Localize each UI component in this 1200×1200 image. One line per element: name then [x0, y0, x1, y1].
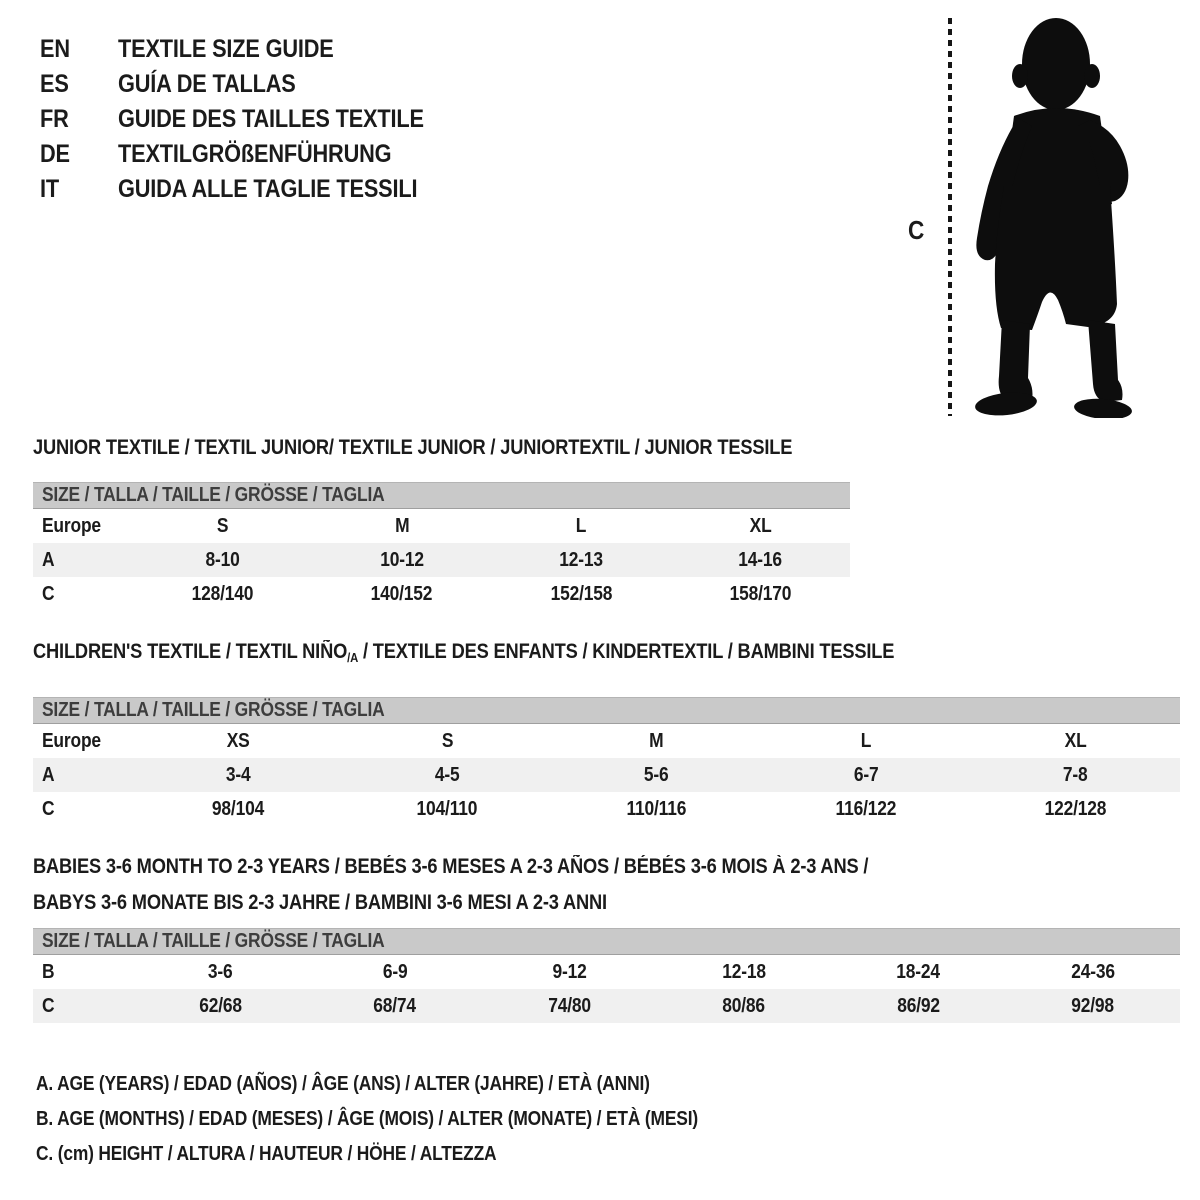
table-cell: 74/80 — [547, 994, 591, 1017]
table-row — [33, 955, 1180, 989]
table-cell: 104/110 — [416, 797, 478, 820]
lang-row-fr — [40, 102, 470, 137]
lang-row-en — [40, 32, 470, 67]
table-cell: 8-10 — [205, 548, 240, 571]
babies-size-header-bar — [33, 928, 1180, 955]
table-row — [33, 577, 850, 611]
children-title-pre: CHILDREN'S TEXTILE / TEXTIL NIÑO — [33, 640, 348, 663]
table-cell: XL — [1064, 729, 1087, 752]
table-cell: 7-8 — [1063, 763, 1088, 786]
toddler-silhouette-icon — [968, 14, 1136, 418]
measurement-legend — [36, 1067, 797, 1172]
table-cell: S — [441, 729, 453, 752]
table-cell: M — [649, 729, 664, 752]
lang-row-es — [40, 67, 470, 102]
table-cell: 86/92 — [896, 994, 940, 1017]
guide-title-en: TEXTILE SIZE GUIDE — [118, 35, 334, 63]
table-cell: 140/152 — [371, 582, 433, 605]
table-cell: L — [860, 729, 872, 752]
table-cell: 12-13 — [559, 548, 603, 571]
junior-section-title: JUNIOR TEXTILE / TEXTIL JUNIOR/ TEXTILE JUNIOR / JUNIORTEXTIL / JUNIOR TESSILE — [33, 436, 793, 459]
section-childrens-textile — [33, 641, 1180, 826]
section-junior-textile — [33, 437, 850, 611]
table-cell: 3-4 — [225, 763, 251, 786]
table-row — [33, 792, 1180, 826]
babies-section-title-line1: BABIES 3-6 MONTH TO 2-3 YEARS / BEBÉS 3-6 MESES A 2-3 AÑOS / BÉBÉS 3-6 MOIS À 2-3 ANS / — [33, 855, 869, 878]
lang-row-de — [40, 137, 470, 172]
table-cell: 92/98 — [1071, 994, 1115, 1017]
table-cell: 5-6 — [644, 763, 669, 786]
row-label: C — [42, 582, 55, 605]
row-label: Europe — [42, 514, 101, 537]
legend-line-a: A. AGE (YEARS) / EDAD (AÑOS) / ÂGE (ANS) / ALTER (JAHRE) / ETÀ (ANNI) — [36, 1073, 650, 1095]
row-label: C — [42, 797, 55, 820]
table-cell: L — [575, 514, 587, 537]
guide-title-de: TEXTILGRÖßENFÜHRUNG — [118, 140, 392, 168]
children-title-subscript: /A — [347, 650, 359, 665]
table-row — [33, 724, 1180, 758]
table-cell: XL — [749, 514, 772, 537]
babies-size-table — [33, 928, 1180, 1023]
table-cell: 68/74 — [373, 994, 417, 1017]
table-cell: 158/170 — [729, 582, 792, 605]
legend-line-c: C. (cm) HEIGHT / ALTURA / HAUTEUR / HÖHE / ALTEZZA — [36, 1143, 497, 1165]
table-cell: 6-9 — [382, 960, 408, 983]
children-size-table — [33, 697, 1180, 826]
table-cell: 10-12 — [380, 548, 424, 571]
guide-title-es: GUÍA DE TALLAS — [118, 70, 296, 98]
table-row — [33, 543, 850, 577]
size-header-label: SIZE / TALLA / TAILLE / GRÖSSE / TAGLIA — [42, 930, 385, 952]
height-measure-label: C — [908, 215, 925, 245]
lang-code-es: ES — [40, 70, 69, 98]
table-cell: 152/158 — [550, 582, 612, 605]
lang-code-it: IT — [40, 175, 59, 203]
row-label: B — [42, 960, 55, 983]
table-cell: S — [216, 514, 229, 537]
junior-size-table — [33, 482, 850, 611]
table-cell: XS — [226, 729, 250, 752]
guide-title-it: GUIDA ALLE TAGLIE TESSILI — [118, 175, 418, 203]
size-header-label: SIZE / TALLA / TAILLE / GRÖSSE / TAGLIA — [42, 699, 385, 721]
legend-line-b: B. AGE (MONTHS) / EDAD (MESES) / ÂGE (MOIS) / ALTER (MONATE) / ETÀ (MESI) — [36, 1108, 699, 1130]
children-size-header-bar — [33, 697, 1180, 724]
section-babies-textile — [33, 849, 1180, 1023]
table-cell: 98/104 — [211, 797, 264, 820]
babies-section-title-line2: BABYS 3-6 MONATE BIS 2-3 JAHRE / BAMBINI 3-6 MESI A 2-3 ANNI — [33, 891, 607, 914]
table-cell: 12-18 — [721, 960, 766, 983]
junior-size-header-bar — [33, 482, 850, 509]
lang-code-de: DE — [40, 140, 70, 168]
row-label: A — [42, 548, 55, 571]
row-label: A — [42, 763, 55, 786]
lang-row-it — [40, 172, 470, 207]
language-title-list — [40, 32, 470, 207]
children-section-title — [33, 641, 894, 668]
size-header-label: SIZE / TALLA / TAILLE / GRÖSSE / TAGLIA — [42, 484, 385, 506]
table-cell: 9-12 — [552, 960, 587, 983]
table-cell: 62/68 — [198, 994, 242, 1017]
table-cell: 24-36 — [1070, 960, 1115, 983]
row-label: Europe — [42, 729, 101, 752]
table-cell: 14-16 — [738, 548, 783, 571]
table-row — [33, 758, 1180, 792]
row-label: C — [42, 994, 55, 1017]
table-row — [33, 509, 850, 543]
table-cell: 128/140 — [191, 582, 254, 605]
table-cell: 116/122 — [835, 797, 897, 820]
table-cell: 122/128 — [1044, 797, 1107, 820]
lang-code-en: EN — [40, 35, 70, 63]
table-cell: 80/86 — [722, 994, 766, 1017]
table-cell: 6-7 — [853, 763, 879, 786]
table-cell: M — [394, 514, 410, 537]
height-measure-dashed-line — [948, 18, 952, 416]
table-cell: 4-5 — [434, 763, 460, 786]
table-cell: 3-6 — [207, 960, 233, 983]
table-row — [33, 989, 1180, 1023]
table-cell: 110/116 — [626, 797, 687, 820]
children-title-post: / TEXTILE DES ENFANTS / KINDERTEXTIL / BAMBINI TESSILE — [358, 640, 895, 663]
table-cell: 18-24 — [896, 960, 941, 983]
lang-code-fr: FR — [40, 105, 69, 133]
guide-title-fr: GUIDE DES TAILLES TEXTILE — [118, 105, 424, 133]
